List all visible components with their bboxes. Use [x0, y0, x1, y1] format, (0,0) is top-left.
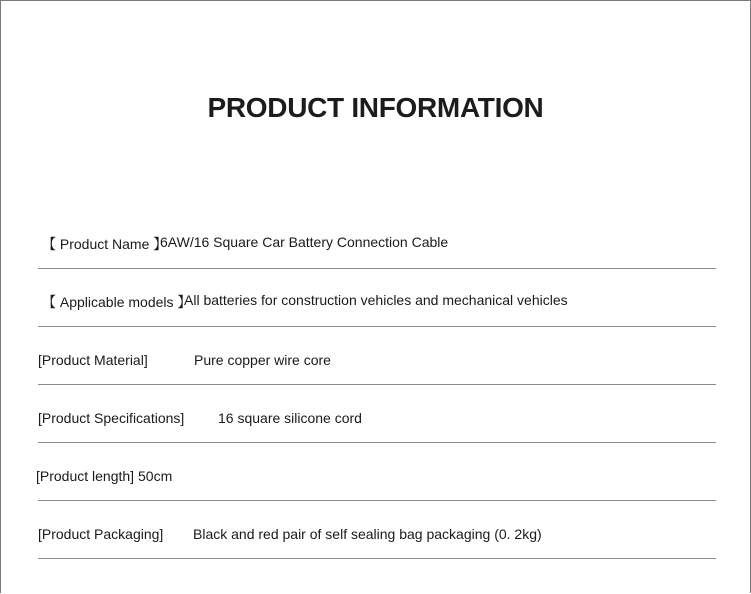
info-row-product-packaging: [38, 501, 716, 559]
row-label: [Product Packaging]: [38, 526, 164, 542]
info-row-applicable-models: [38, 269, 716, 327]
row-label: 【 Applicable models 】: [42, 294, 192, 310]
row-value: 6AW/16 Square Car Battery Connection Cable: [160, 234, 449, 250]
info-row-product-material: [38, 327, 716, 385]
row-value: 16 square silicone cord: [218, 410, 362, 426]
row-label: [Product Material]: [38, 352, 148, 368]
row-label: [Product length]: [36, 468, 135, 484]
row-value: Black and red pair of self sealing bag packaging (0. 2kg): [193, 526, 542, 542]
info-row-product-specifications: [38, 385, 716, 443]
row-value: All batteries for construction vehicles and mechanical vehicles: [184, 292, 568, 308]
row-label: 【 Product Name 】: [42, 236, 168, 252]
page-title: PRODUCT INFORMATION: [207, 92, 544, 123]
row-value: 50cm: [138, 468, 173, 484]
row-label: [Product Specifications]: [38, 410, 185, 426]
info-row-product-length: [38, 443, 716, 501]
info-row-product-name: [38, 211, 716, 269]
row-value: Pure copper wire core: [194, 352, 331, 368]
